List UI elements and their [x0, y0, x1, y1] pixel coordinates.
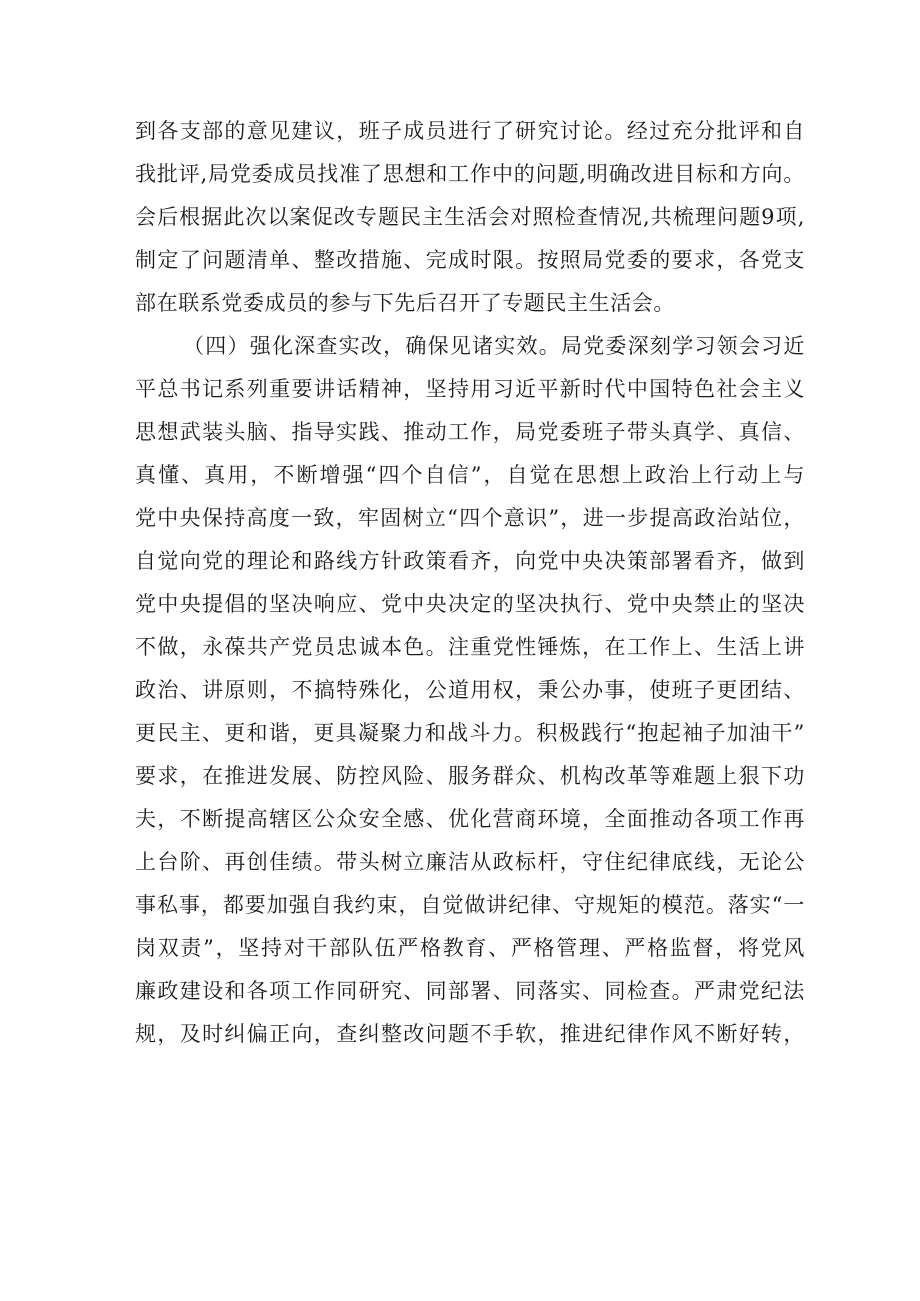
paragraph-2-line: 岗双责”，坚持对干部队伍严格教育、严格管理、严格监督，将党风: [135, 936, 805, 960]
paragraph-1-line: 到各支部的意见建议，班子成员进行了研究讨论。经过充分批评和自: [135, 119, 805, 143]
paragraph-2-line: 要求，在推进发展、防控风险、服务群众、机构改革等难题上狠下功: [135, 764, 805, 788]
paragraph-2-line: 政治、讲原则，不搞特殊化，公道用权，秉公办事，使班子更团结、: [135, 678, 805, 702]
paragraph-2-line: 事私事，都要加强自我约束，自觉做讲纪律、守规矩的模范。落实“一: [135, 893, 805, 917]
paragraph-2-line: 平总书记系列重要讲话精神，坚持用习近平新时代中国特色社会主义: [135, 377, 805, 401]
paragraph-2-line: 党中央保持高度一致，牢固树立“四个意识”，进一步提高政治站位，: [135, 506, 805, 530]
body-text: [135, 110, 805, 1056]
paragraph-2-line: 真懂、真用，不断增强“四个自信”，自觉在思想上政治上行动上与: [135, 463, 805, 487]
paragraph-2-line: （四）强化深查实改，确保见诸实效。局党委深刻学习领会习近: [183, 334, 805, 358]
paragraph-2-line: 夫，不断提高辖区公众安全感、优化营商环境，全面推动各项工作再: [135, 807, 805, 831]
paragraph-2-line: 思想武装头脑、指导实践、推动工作，局党委班子带头真学、真信、: [135, 420, 805, 444]
paragraph-1-line: 我批评,局党委成员找准了思想和工作中的问题,明确改进目标和方向。: [135, 162, 805, 186]
paragraph-1-line: 制定了问题清单、整改措施、完成时限。按照局党委的要求，各党支: [135, 248, 805, 272]
paragraph-1-line: 部在联系党委成员的参与下先后召开了专题民主生活会。: [135, 291, 675, 315]
paragraph-2-line: 廉政建设和各项工作同研究、同部署、同落实、同检查。严肃党纪法: [135, 979, 805, 1003]
paragraph-2-line: 不做，永葆共产党员忠诚本色。注重党性锤炼，在工作上、生活上讲: [135, 635, 805, 659]
paragraph-2-line: 规，及时纠偏正向，查纠整改问题不手软，推进纪律作风不断好转，: [135, 1022, 805, 1046]
paragraph-1-line: 会后根据此次以案促改专题民主生活会对照检查情况,共梳理问题9项,: [135, 205, 805, 229]
paragraph-2-line: 自觉向党的理论和路线方针政策看齐，向党中央决策部署看齐，做到: [135, 549, 805, 573]
paragraph-2: [135, 325, 805, 1056]
paragraph-2-line: 上台阶、再创佳绩。带头树立廉洁从政标杆，守住纪律底线，无论公: [135, 850, 805, 874]
paragraph-2-line: 党中央提倡的坚决响应、党中央决定的坚决执行、党中央禁止的坚决: [135, 592, 805, 616]
paragraph-2-line: 更民主、更和谐，更具凝聚力和战斗力。积极践行“抱起袖子加油干”: [135, 721, 805, 745]
paragraph-1: [135, 110, 805, 325]
